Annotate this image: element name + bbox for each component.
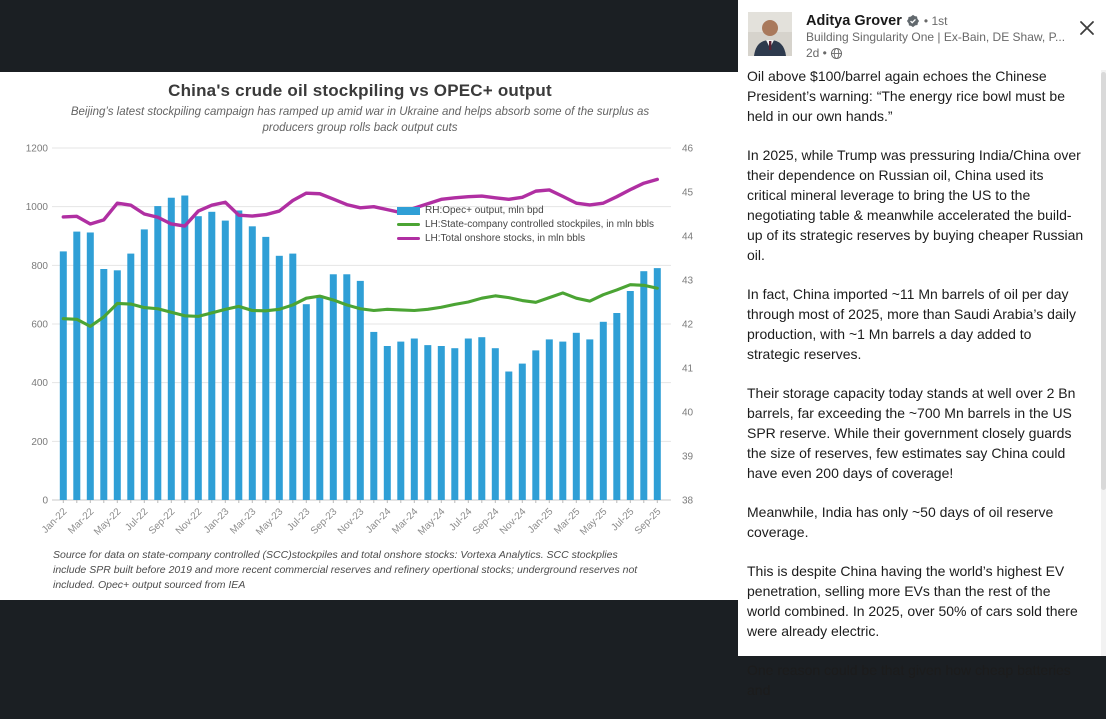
- bar-opec-output: [100, 269, 107, 500]
- x-axis-tick-label: May-24: [416, 506, 448, 538]
- left-axis-tick-label: 800: [31, 260, 48, 272]
- bar-opec-output: [87, 232, 94, 500]
- chart-plot: [0, 72, 738, 600]
- left-axis-tick-label: 200: [31, 436, 48, 448]
- bar-opec-output: [384, 346, 391, 500]
- bar-opec-output: [546, 339, 553, 500]
- bar-opec-output: [478, 337, 485, 500]
- bar-opec-output: [276, 256, 283, 500]
- x-axis-tick-label: May-23: [254, 506, 286, 538]
- x-axis-tick-label: Mar-23: [228, 506, 259, 537]
- legend-item-opec-output: [397, 205, 654, 216]
- close-button[interactable]: [1072, 14, 1102, 44]
- bar-opec-output: [438, 346, 445, 500]
- left-axis-tick-label: 1000: [25, 202, 48, 214]
- bar-opec-output: [600, 322, 607, 500]
- right-axis-tick-label: 43: [682, 275, 694, 287]
- x-axis-tick-label: Sep-22: [146, 506, 178, 537]
- bar-opec-output: [316, 295, 323, 500]
- bar-opec-output: [424, 345, 431, 500]
- chart-card: [0, 72, 738, 600]
- bar-opec-output: [357, 281, 364, 500]
- post-paragraph: Their storage capacity today stands at well over 2 Bn barrels, far exceeding the ~700 Mn barrels in the US SPR reserve. While their government closely guards the size of reserves, few estimates say China could have even 200 days of coverage!: [747, 385, 1076, 481]
- x-axis-tick-label: Nov-22: [173, 506, 205, 537]
- x-axis-tick-label: Sep-24: [470, 506, 502, 537]
- x-axis-tick-label: Sep-23: [308, 506, 340, 537]
- globe-icon: [830, 47, 843, 60]
- author-name[interactable]: Aditya Grover: [806, 13, 902, 29]
- close-icon: [1078, 19, 1096, 37]
- right-axis-tick-label: 46: [682, 143, 694, 155]
- bar-opec-output: [235, 210, 242, 500]
- bar-opec-output: [60, 251, 67, 500]
- right-axis-tick-label: 42: [682, 319, 694, 331]
- x-axis-tick-label: Jul-23: [285, 506, 313, 534]
- right-axis-tick-label: 41: [682, 363, 694, 375]
- x-axis-tick-label: Nov-24: [497, 506, 529, 537]
- bar-opec-output: [654, 268, 661, 500]
- legend-item-scc-stockpiles: [397, 219, 654, 230]
- post-paragraph: In 2025, while Trump was pressuring India/China over their dependence on Russian oil, China used its critical mineral leverage to bring the US to the negotiating table & meanwhile accelerated the build-up of its strategic reserves by buying cheaper Russian oil.: [747, 147, 1084, 263]
- avatar[interactable]: [748, 12, 792, 56]
- bar-opec-output: [168, 198, 175, 500]
- post-paragraph: This is despite China having the world’s highest EV penetration, selling more EVs than the rest of the world combined. In 2025, over 50% of cars sold there were already electric.: [747, 563, 1078, 639]
- chart-legend: [397, 205, 654, 244]
- verified-badge-icon: [906, 14, 920, 28]
- post-paragraph: One reason could be that given how cheap batteries and: [747, 662, 1071, 698]
- post-header: [738, 0, 1106, 72]
- left-axis-tick-label: 0: [42, 495, 48, 507]
- bar-opec-output: [465, 339, 472, 500]
- avatar-image: [748, 12, 792, 56]
- post-panel: [738, 0, 1106, 698]
- post-paragraph: Meanwhile, India has only ~50 days of oil reserve coverage.: [747, 504, 1054, 540]
- bar-opec-output: [208, 212, 215, 500]
- bar-opec-output: [343, 274, 350, 500]
- right-axis-tick-label: 40: [682, 407, 694, 419]
- bar-opec-output: [141, 229, 148, 500]
- x-axis-tick-label: Mar-24: [390, 506, 421, 537]
- x-axis-tick-label: Nov-23: [335, 506, 367, 537]
- post-body: [747, 66, 1085, 719]
- x-axis-tick-label: May-25: [578, 506, 610, 538]
- x-axis-tick-label: Jul-24: [447, 506, 475, 534]
- legend-swatch-line: [397, 237, 420, 240]
- bar-opec-output: [181, 196, 188, 500]
- bar-opec-output: [505, 372, 512, 500]
- left-axis-tick-label: 1200: [25, 143, 48, 155]
- legend-item-total-onshore: [397, 233, 654, 244]
- bar-opec-output: [73, 232, 80, 500]
- right-axis-tick-label: 39: [682, 451, 694, 463]
- bar-opec-output: [127, 254, 134, 500]
- bar-opec-output: [195, 216, 202, 500]
- x-axis-tick-label: May-22: [92, 506, 124, 538]
- x-axis-tick-label: Jul-22: [123, 506, 151, 534]
- post-age: 2d •: [806, 46, 827, 60]
- bar-opec-output: [573, 333, 580, 500]
- connection-degree: • 1st: [923, 14, 948, 28]
- bar-opec-output: [492, 348, 499, 500]
- x-axis-tick-label: Mar-22: [66, 506, 97, 537]
- chart-subtitle: Beijing’s latest stockpiling campaign has ramped up amid war in Ukraine and helps absorb some of the surplus as producers group rolls back output cuts: [70, 106, 650, 134]
- bar-opec-output: [451, 348, 458, 500]
- bar-opec-output: [532, 350, 539, 500]
- right-axis-tick-label: 44: [682, 231, 694, 243]
- chart-source-note: Source for data on state-company controlled (SCC)stockpiles and total onshore stocks: Vortexa Analytics. SCC stockplies include SPR built before 2019 and more recent commercial reserves and refinery opertional stocks; underground reserves not included. Opec+ output sourced from IEA: [53, 549, 638, 591]
- right-axis-tick-label: 45: [682, 187, 694, 199]
- legend-swatch-line: [397, 223, 420, 226]
- bar-opec-output: [627, 291, 634, 500]
- bar-opec-output: [330, 274, 337, 500]
- x-axis-tick-label: Mar-25: [552, 506, 583, 537]
- bar-opec-output: [411, 339, 418, 500]
- legend-label: LH:State-company controlled stockpiles, in mln bbls: [425, 219, 654, 230]
- bar-opec-output: [519, 364, 526, 500]
- left-axis-tick-label: 600: [31, 319, 48, 331]
- x-axis-tick-label: Jan-24: [364, 506, 394, 536]
- bar-opec-output: [397, 342, 404, 500]
- author-headline: Building Singularity One | Ex-Bain, DE Shaw, P...: [806, 30, 1066, 44]
- post-paragraph: In fact, China imported ~11 Mn barrels of oil per day through most of 2025, more than Saudi Arabia’s daily production, with ~1 Mn barrels a day added to strategic reserves.: [747, 286, 1076, 362]
- scrollbar-thumb[interactable]: [1101, 72, 1106, 490]
- chart-title: China's crude oil stockpiling vs OPEC+ output: [168, 81, 552, 100]
- bar-opec-output: [303, 304, 310, 500]
- legend-swatch-bar: [397, 207, 420, 215]
- post-paragraph: Oil above $100/barrel again echoes the Chinese President’s warning: “The energy rice bowl must be held in our own hands.”: [747, 68, 1066, 124]
- legend-label: RH:Opec+ output, mln bpd: [425, 205, 544, 216]
- right-axis-tick-label: 38: [682, 495, 694, 507]
- bar-opec-output: [586, 339, 593, 500]
- bar-opec-output: [249, 226, 256, 500]
- bar-opec-output: [370, 332, 377, 500]
- bar-opec-output: [154, 206, 161, 500]
- bar-opec-output: [262, 237, 269, 500]
- x-axis-tick-label: Jan-22: [40, 506, 70, 536]
- bar-opec-output: [640, 271, 647, 500]
- x-axis-tick-label: Jul-25: [609, 506, 637, 534]
- left-axis-tick-label: 400: [31, 378, 48, 390]
- bar-opec-output: [289, 254, 296, 500]
- x-axis-tick-label: Jan-23: [202, 506, 232, 536]
- legend-label: LH:Total onshore stocks, in mln bbls: [425, 233, 586, 244]
- author-block[interactable]: [806, 13, 1066, 60]
- bar-opec-output: [222, 221, 229, 500]
- x-axis-tick-label: Sep-25: [632, 506, 664, 537]
- x-axis-tick-label: Jan-25: [526, 506, 556, 536]
- bar-opec-output: [559, 342, 566, 500]
- bar-opec-output: [613, 313, 620, 500]
